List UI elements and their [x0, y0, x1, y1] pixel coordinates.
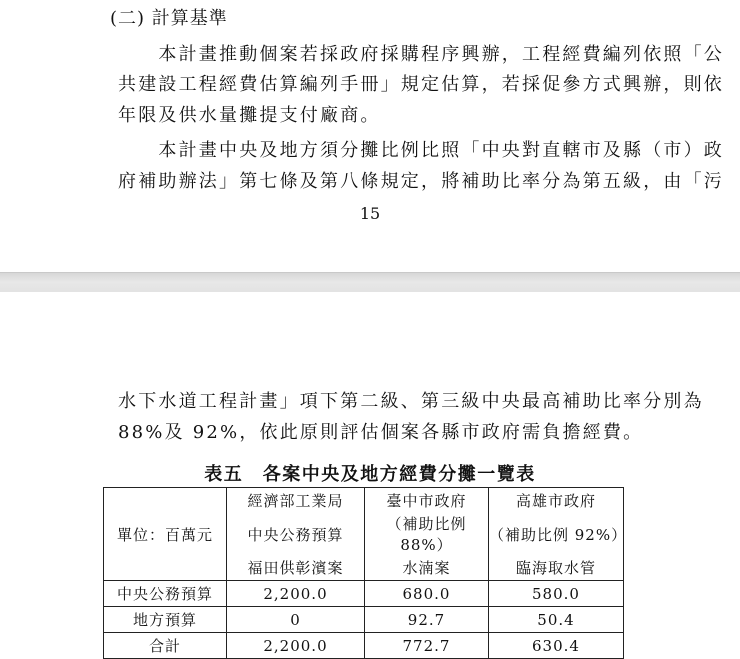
table-row — [104, 607, 624, 633]
table-header-row — [104, 488, 624, 514]
paragraph-line: 年限及供水量攤提支付廠商。 — [118, 105, 381, 126]
table-cell: 580.0 — [489, 581, 624, 607]
table-cell: 92.7 — [365, 607, 489, 633]
column-header: 臺中市政府 — [365, 488, 489, 514]
document-page-top — [0, 0, 740, 272]
column-header: （補助比例 92%） — [489, 513, 624, 555]
table-cell: 772.7 — [365, 633, 489, 659]
page-number: 15 — [359, 204, 381, 223]
row-label: 合計 — [104, 633, 227, 659]
table-cell: 2,200.0 — [227, 633, 365, 659]
column-header: 臨海取水管 — [489, 555, 624, 581]
table-caption: 表五 各案中央及地方經費分攤一覽表 — [204, 464, 536, 485]
column-header: 高雄市政府 — [489, 488, 624, 514]
section-heading: (二) 計算基準 — [110, 8, 228, 29]
paragraph-line: 共建設工程經費估算編列手冊」規定估算，若採促參方式興辦，則依 — [118, 74, 724, 95]
table-cell: 630.4 — [489, 633, 624, 659]
table-cell: 2,200.0 — [227, 581, 365, 607]
paragraph-line: 本計畫推動個案若採政府採購程序興辦，工程經費編列依照「公 — [118, 44, 724, 65]
paragraph-line: 水下水道工程計畫」項下第二級、第三級中央最高補助比率分別為 — [118, 391, 704, 412]
page-separator — [0, 272, 740, 294]
column-header: 經濟部工業局 — [227, 488, 365, 514]
document-page-bottom — [0, 292, 740, 655]
unit-label-cell: 單位：百萬元 — [104, 488, 227, 581]
column-header: 水湳案 — [365, 555, 489, 581]
table-cell: 0 — [227, 607, 365, 633]
table-cell: 680.0 — [365, 581, 489, 607]
paragraph-line: 88%及 92%，依此原則評估個案各縣市政府需負擔經費。 — [118, 422, 644, 443]
row-label: 中央公務預算 — [104, 581, 227, 607]
table-cell: 50.4 — [489, 607, 624, 633]
column-header: （補助比例 88%） — [365, 513, 489, 555]
row-label: 地方預算 — [104, 607, 227, 633]
paragraph-line: 本計畫中央及地方須分攤比例比照「中央對直轄市及縣（市）政 — [118, 140, 724, 161]
table-row — [104, 581, 624, 607]
column-header: 中央公務預算 — [227, 513, 365, 555]
cost-sharing-table — [103, 487, 628, 659]
table-row — [104, 633, 624, 659]
column-header: 福田供彰濱案 — [227, 555, 365, 581]
paragraph-line: 府補助辦法」第七條及第八條規定，將補助比率分為第五級，由「污 — [118, 171, 724, 192]
